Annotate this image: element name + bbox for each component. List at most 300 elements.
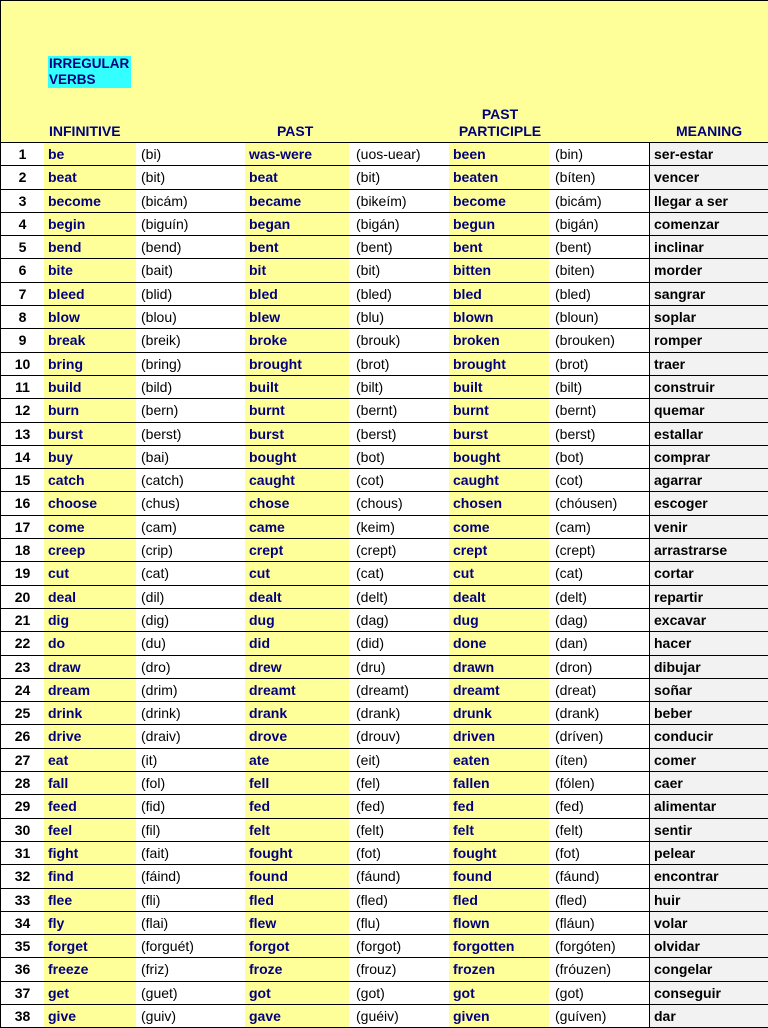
past-pronunciation-cell: (drouv) [349,725,449,747]
meaning-cell: traer [649,353,768,375]
table-row [0,166,768,189]
past-participle-cell: dug [449,609,549,631]
row-number: 5 [0,236,44,258]
past-cell: found [245,865,349,887]
row-number: 14 [0,446,44,468]
past-cell: caught [245,469,349,491]
row-number: 10 [0,353,44,375]
past-cell: blew [245,306,349,328]
meaning-cell: beber [649,702,768,724]
past-participle-pronunciation-cell: (dríven) [549,725,649,747]
past-pronunciation-cell: (bernt) [349,399,449,421]
infinitive-cell: bring [44,353,136,375]
table-row [0,586,768,609]
infinitive-pronunciation-cell: (draiv) [136,725,245,747]
infinitive-pronunciation-cell: (friz) [136,958,245,980]
past-participle-pronunciation-cell: (dreat) [549,679,649,701]
past-cell: felt [245,819,349,841]
past-pronunciation-cell: (drank) [349,702,449,724]
past-participle-cell: got [449,982,549,1004]
sheet-title [48,56,131,88]
past-pronunciation-cell: (fed) [349,795,449,817]
past-participle-cell: fed [449,795,549,817]
past-cell: bled [245,283,349,305]
past-participle-pronunciation-cell: (got) [549,982,649,1004]
past-pronunciation-cell: (delt) [349,586,449,608]
past-pronunciation-cell: (brouk) [349,329,449,351]
infinitive-pronunciation-cell: (bi) [136,143,245,165]
past-participle-cell: found [449,865,549,887]
past-pronunciation-cell: (forgot) [349,935,449,957]
past-cell: gave [245,1005,349,1027]
meaning-cell: excavar [649,609,768,631]
meaning-cell: agarrar [649,469,768,491]
past-cell: froze [245,958,349,980]
table-row [0,679,768,702]
infinitive-cell: come [44,516,136,538]
verb-table [0,143,768,1028]
infinitive-pronunciation-cell: (bait) [136,259,245,281]
past-participle-pronunciation-cell: (dron) [549,656,649,678]
infinitive-pronunciation-cell: (blid) [136,283,245,305]
meaning-cell: construir [649,376,768,398]
past-cell: broke [245,329,349,351]
table-row [0,912,768,935]
infinitive-cell: freeze [44,958,136,980]
past-participle-cell: drunk [449,702,549,724]
past-cell: came [245,516,349,538]
row-number: 31 [0,842,44,864]
table-row [0,236,768,259]
table-row [0,516,768,539]
past-participle-cell: driven [449,725,549,747]
past-participle-cell: felt [449,819,549,841]
past-participle-pronunciation-cell: (chóusen) [549,492,649,514]
infinitive-pronunciation-cell: (dig) [136,609,245,631]
past-participle-cell: drawn [449,656,549,678]
past-participle-cell: dealt [449,586,549,608]
past-pronunciation-cell: (bilt) [349,376,449,398]
past-participle-pronunciation-cell: (bled) [549,283,649,305]
past-participle-pronunciation-cell: (delt) [549,586,649,608]
table-row [0,958,768,981]
past-cell: burst [245,423,349,445]
table-row [0,539,768,562]
infinitive-pronunciation-cell: (catch) [136,469,245,491]
infinitive-pronunciation-cell: (cat) [136,562,245,584]
infinitive-pronunciation-cell: (bit) [136,166,245,188]
past-participle-cell: beaten [449,166,549,188]
table-row [0,469,768,492]
table-row [0,609,768,632]
row-number: 30 [0,819,44,841]
row-number: 12 [0,399,44,421]
past-participle-cell: brought [449,353,549,375]
past-participle-cell: blown [449,306,549,328]
meaning-cell: huir [649,889,768,911]
table-row [0,702,768,725]
past-participle-pronunciation-cell: (fólen) [549,772,649,794]
row-number: 17 [0,516,44,538]
infinitive-cell: burn [44,399,136,421]
table-row [0,1005,768,1028]
table-row [0,842,768,865]
row-number: 4 [0,213,44,235]
past-pronunciation-cell: (bikeím) [349,190,449,212]
row-number: 20 [0,586,44,608]
row-number: 38 [0,1005,44,1027]
past-participle-cell: caught [449,469,549,491]
sheet-header [0,0,768,143]
past-participle-pronunciation-cell: (bíten) [549,166,649,188]
past-participle-pronunciation-cell: (bent) [549,236,649,258]
past-pronunciation-cell: (did) [349,632,449,654]
past-cell: drove [245,725,349,747]
infinitive-pronunciation-cell: (drim) [136,679,245,701]
past-participle-cell: fought [449,842,549,864]
past-participle-cell: forgotten [449,935,549,957]
table-row [0,353,768,376]
past-pronunciation-cell: (guéiv) [349,1005,449,1027]
past-pronunciation-cell: (brot) [349,353,449,375]
infinitive-cell: bend [44,236,136,258]
infinitive-cell: become [44,190,136,212]
past-cell: cut [245,562,349,584]
infinitive-cell: dream [44,679,136,701]
infinitive-pronunciation-cell: (guiv) [136,1005,245,1027]
past-cell: drew [245,656,349,678]
past-participle-cell: become [449,190,549,212]
meaning-cell: caer [649,772,768,794]
row-number: 3 [0,190,44,212]
past-cell: ate [245,749,349,771]
row-number: 7 [0,283,44,305]
past-pronunciation-cell: (got) [349,982,449,1004]
past-pronunciation-cell: (bot) [349,446,449,468]
past-pronunciation-cell: (chous) [349,492,449,514]
past-participle-pronunciation-cell: (felt) [549,819,649,841]
table-row [0,772,768,795]
column-header-meaning: MEANING [676,123,743,139]
past-cell: chose [245,492,349,514]
infinitive-cell: do [44,632,136,654]
infinitive-cell: choose [44,492,136,514]
past-participle-cell: frozen [449,958,549,980]
table-row [0,749,768,772]
infinitive-pronunciation-cell: (fid) [136,795,245,817]
past-pronunciation-cell: (bent) [349,236,449,258]
past-participle-cell: chosen [449,492,549,514]
past-participle-pronunciation-cell: (fled) [549,889,649,911]
past-participle-cell: built [449,376,549,398]
past-pronunciation-cell: (fáund) [349,865,449,887]
meaning-cell: congelar [649,958,768,980]
infinitive-pronunciation-cell: (guet) [136,982,245,1004]
table-row [0,446,768,469]
past-participle-pronunciation-cell: (fróuzen) [549,958,649,980]
row-number: 11 [0,376,44,398]
past-participle-pronunciation-cell: (brouken) [549,329,649,351]
past-cell: fell [245,772,349,794]
row-number: 36 [0,958,44,980]
meaning-cell: romper [649,329,768,351]
infinitive-cell: creep [44,539,136,561]
past-pronunciation-cell: (dreamt) [349,679,449,701]
past-cell: brought [245,353,349,375]
past-pronunciation-cell: (fled) [349,889,449,911]
row-number: 34 [0,912,44,934]
past-participle-pronunciation-cell: (dan) [549,632,649,654]
row-number: 23 [0,656,44,678]
row-number: 35 [0,935,44,957]
meaning-cell: llegar a ser [649,190,768,212]
infinitive-pronunciation-cell: (fil) [136,819,245,841]
infinitive-pronunciation-cell: (fáind) [136,865,245,887]
meaning-cell: soñar [649,679,768,701]
meaning-cell: conducir [649,725,768,747]
row-number: 22 [0,632,44,654]
meaning-cell: comer [649,749,768,771]
past-participle-pronunciation-cell: (bot) [549,446,649,468]
meaning-cell: inclinar [649,236,768,258]
column-header-past-participle [455,106,545,140]
past-pronunciation-cell: (frouz) [349,958,449,980]
past-cell: fed [245,795,349,817]
column-header-infinitive: INFINITIVE [49,123,121,139]
meaning-cell: hacer [649,632,768,654]
table-row [0,259,768,282]
past-participle-pronunciation-cell: (guíven) [549,1005,649,1027]
past-participle-pronunciation-cell: (cot) [549,469,649,491]
infinitive-pronunciation-cell: (blou) [136,306,245,328]
row-number: 25 [0,702,44,724]
past-cell: began [245,213,349,235]
past-participle-pronunciation-cell: (fed) [549,795,649,817]
past-pronunciation-cell: (cat) [349,562,449,584]
infinitive-pronunciation-cell: (bild) [136,376,245,398]
infinitive-pronunciation-cell: (fait) [136,842,245,864]
past-pronunciation-cell: (bigán) [349,213,449,235]
past-cell: became [245,190,349,212]
past-participle-cell: fallen [449,772,549,794]
row-number: 26 [0,725,44,747]
past-cell: was-were [245,143,349,165]
row-number: 29 [0,795,44,817]
infinitive-cell: burst [44,423,136,445]
row-number: 18 [0,539,44,561]
infinitive-pronunciation-cell: (bern) [136,399,245,421]
row-number: 8 [0,306,44,328]
infinitive-cell: cut [44,562,136,584]
infinitive-pronunciation-cell: (bring) [136,353,245,375]
past-participle-pronunciation-cell: (fláun) [549,912,649,934]
infinitive-cell: catch [44,469,136,491]
title-line-2: VERBS [49,72,96,87]
infinitive-pronunciation-cell: (chus) [136,492,245,514]
past-participle-cell: come [449,516,549,538]
past-cell: bought [245,446,349,468]
infinitive-pronunciation-cell: (drink) [136,702,245,724]
past-cell: bit [245,259,349,281]
past-cell: burnt [245,399,349,421]
table-row [0,190,768,213]
infinitive-cell: break [44,329,136,351]
row-number: 6 [0,259,44,281]
past-cell: got [245,982,349,1004]
meaning-cell: olvidar [649,935,768,957]
infinitive-cell: fly [44,912,136,934]
past-cell: dreamt [245,679,349,701]
past-participle-cell: burnt [449,399,549,421]
past-participle-cell: dreamt [449,679,549,701]
past-participle-pronunciation-cell: (brot) [549,353,649,375]
table-row [0,306,768,329]
past-cell: did [245,632,349,654]
infinitive-pronunciation-cell: (du) [136,632,245,654]
past-participle-pronunciation-cell: (fot) [549,842,649,864]
past-cell: bent [245,236,349,258]
infinitive-cell: get [44,982,136,1004]
past-participle-pronunciation-cell: (biten) [549,259,649,281]
infinitive-cell: bite [44,259,136,281]
row-number: 9 [0,329,44,351]
past-cell: beat [245,166,349,188]
infinitive-pronunciation-cell: (dil) [136,586,245,608]
past-participle-pronunciation-cell: (íten) [549,749,649,771]
row-number: 13 [0,423,44,445]
meaning-cell: conseguir [649,982,768,1004]
past-cell: dealt [245,586,349,608]
table-row [0,632,768,655]
past-cell: forgot [245,935,349,957]
past-participle-pronunciation-cell: (cam) [549,516,649,538]
infinitive-pronunciation-cell: (it) [136,749,245,771]
infinitive-cell: be [44,143,136,165]
meaning-cell: arrastrarse [649,539,768,561]
table-row [0,935,768,958]
table-row [0,283,768,306]
past-participle-pronunciation-cell: (bernt) [549,399,649,421]
meaning-cell: encontrar [649,865,768,887]
past-participle-pronunciation-cell: (forgóten) [549,935,649,957]
past-participle-pronunciation-cell: (bicám) [549,190,649,212]
infinitive-cell: find [44,865,136,887]
meaning-cell: soplar [649,306,768,328]
table-row [0,213,768,236]
infinitive-cell: bleed [44,283,136,305]
table-row [0,889,768,912]
row-number: 15 [0,469,44,491]
past-participle-pronunciation-cell: (bloun) [549,306,649,328]
meaning-cell: vencer [649,166,768,188]
row-number: 27 [0,749,44,771]
past-participle-pronunciation-cell: (dag) [549,609,649,631]
table-row [0,143,768,166]
meaning-cell: pelear [649,842,768,864]
past-cell: flew [245,912,349,934]
meaning-cell: volar [649,912,768,934]
infinitive-cell: give [44,1005,136,1027]
meaning-cell: comprar [649,446,768,468]
infinitive-pronunciation-cell: (fol) [136,772,245,794]
infinitive-pronunciation-cell: (bai) [136,446,245,468]
infinitive-cell: forget [44,935,136,957]
past-pronunciation-cell: (crept) [349,539,449,561]
infinitive-cell: drink [44,702,136,724]
meaning-cell: comenzar [649,213,768,235]
past-participle-pronunciation-cell: (berst) [549,423,649,445]
row-number: 2 [0,166,44,188]
past-pronunciation-cell: (eit) [349,749,449,771]
infinitive-pronunciation-cell: (bend) [136,236,245,258]
infinitive-pronunciation-cell: (flai) [136,912,245,934]
row-number: 33 [0,889,44,911]
past-participle-cell: done [449,632,549,654]
past-pronunciation-cell: (fel) [349,772,449,794]
past-participle-cell: bent [449,236,549,258]
past-pronunciation-cell: (berst) [349,423,449,445]
row-number: 24 [0,679,44,701]
infinitive-pronunciation-cell: (fli) [136,889,245,911]
meaning-cell: morder [649,259,768,281]
past-participle-cell: fled [449,889,549,911]
past-participle-cell: been [449,143,549,165]
table-row [0,982,768,1005]
past-pronunciation-cell: (fot) [349,842,449,864]
past-pronunciation-cell: (dru) [349,656,449,678]
row-number: 37 [0,982,44,1004]
past-participle-pronunciation-cell: (fáund) [549,865,649,887]
infinitive-cell: build [44,376,136,398]
meaning-cell: ser-estar [649,143,768,165]
infinitive-cell: dig [44,609,136,631]
infinitive-cell: feed [44,795,136,817]
past-participle-pronunciation-cell: (cat) [549,562,649,584]
past-pronunciation-cell: (bled) [349,283,449,305]
infinitive-cell: feel [44,819,136,841]
row-number: 21 [0,609,44,631]
past-participle-cell: begun [449,213,549,235]
table-row [0,376,768,399]
row-number: 32 [0,865,44,887]
past-pronunciation-cell: (blu) [349,306,449,328]
column-header-past-participle-line2: PARTICIPLE [458,123,542,139]
past-participle-pronunciation-cell: (drank) [549,702,649,724]
column-header-past: PAST [277,123,314,139]
past-participle-cell: broken [449,329,549,351]
table-row [0,423,768,446]
infinitive-cell: begin [44,213,136,235]
meaning-cell: cortar [649,562,768,584]
past-participle-cell: given [449,1005,549,1027]
row-number: 1 [0,143,44,165]
past-participle-pronunciation-cell: (bigán) [549,213,649,235]
infinitive-cell: fall [44,772,136,794]
past-pronunciation-cell: (bit) [349,166,449,188]
past-participle-cell: eaten [449,749,549,771]
table-row [0,795,768,818]
meaning-cell: alimentar [649,795,768,817]
infinitive-pronunciation-cell: (biguín) [136,213,245,235]
past-pronunciation-cell: (keim) [349,516,449,538]
meaning-cell: venir [649,516,768,538]
past-cell: dug [245,609,349,631]
table-row [0,819,768,842]
past-pronunciation-cell: (cot) [349,469,449,491]
past-pronunciation-cell: (uos-uear) [349,143,449,165]
past-pronunciation-cell: (flu) [349,912,449,934]
past-participle-cell: burst [449,423,549,445]
